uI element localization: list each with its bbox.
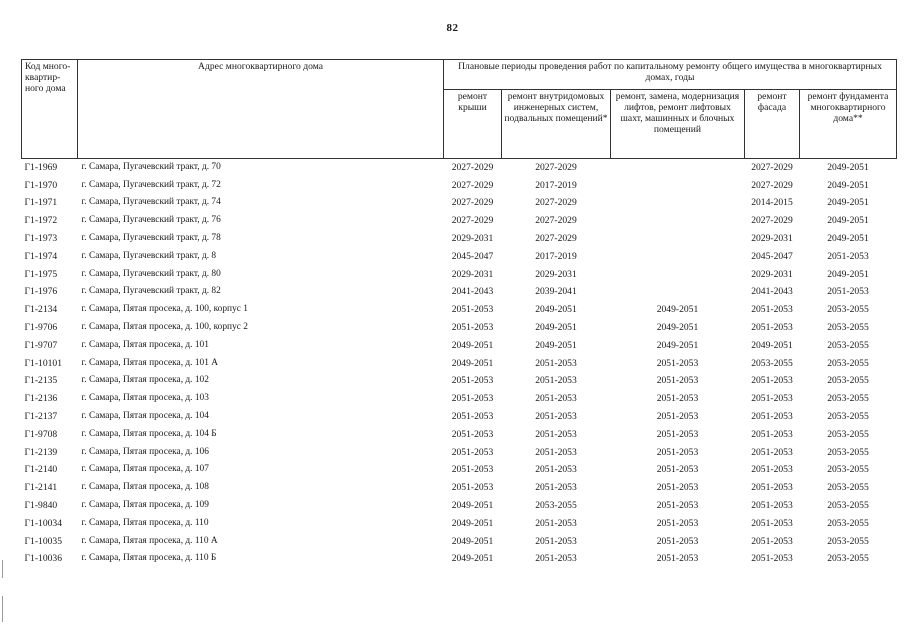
house-code-cell: Г1-9706 xyxy=(24,322,58,334)
roof-period-cell: 2051-2053 xyxy=(451,304,494,316)
table-row xyxy=(22,265,897,283)
house-code-cell: Г1-1969 xyxy=(24,162,58,174)
foundation-period-cell: 2053-2055 xyxy=(827,357,869,369)
elevators-period-cell: 2051-2053 xyxy=(656,428,699,440)
engineering-period-cell: 2027-2029 xyxy=(535,233,577,245)
engineering-period-cell: 2049-2051 xyxy=(535,304,577,316)
table-row xyxy=(22,497,897,515)
table-body xyxy=(22,159,897,568)
capital-repair-schedule-table xyxy=(21,59,897,568)
table-row xyxy=(22,212,897,230)
foundation-period-cell: 2053-2055 xyxy=(827,322,869,334)
elevators-period-cell: 2049-2051 xyxy=(656,339,699,351)
engineering-period-cell: 2051-2053 xyxy=(535,464,577,476)
table-row xyxy=(22,372,897,390)
address-cell: г. Самара, Пятая просека, д. 110 А xyxy=(81,535,218,546)
foundation-period-cell: 2053-2055 xyxy=(827,428,869,440)
foundation-period-cell: 2053-2055 xyxy=(827,535,869,547)
address-cell: г. Самара, Пятая просека, д. 101 xyxy=(81,339,209,350)
table-row xyxy=(22,461,897,479)
foundation-period-cell: 2053-2055 xyxy=(827,446,869,458)
engineering-period-cell: 2049-2051 xyxy=(535,322,577,334)
foundation-period-cell: 2049-2051 xyxy=(827,162,869,174)
house-code-cell: Г1-1975 xyxy=(24,268,58,280)
house-code-cell: Г1-9708 xyxy=(24,428,58,440)
facade-period-cell: 2051-2053 xyxy=(751,375,793,387)
address-cell: г. Самара, Пугачевский тракт, д. 78 xyxy=(81,233,221,244)
address-cell: г. Самара, Пятая просека, д. 102 xyxy=(81,375,209,386)
roof-period-cell: 2051-2053 xyxy=(451,411,494,423)
foundation-period-cell: 2053-2055 xyxy=(827,411,869,423)
header-roof-repair: ремонт крыши xyxy=(444,90,502,159)
house-code-cell: Г1-2137 xyxy=(24,411,58,423)
elevators-period-cell xyxy=(611,212,745,230)
elevators-period-cell: 2051-2053 xyxy=(656,446,699,458)
house-code-cell: Г1-10036 xyxy=(24,553,63,565)
engineering-period-cell: 2051-2053 xyxy=(535,446,577,458)
elevators-period-cell: 2049-2051 xyxy=(656,322,699,334)
table-row xyxy=(22,176,897,194)
engineering-period-cell: 2017-2019 xyxy=(535,179,577,191)
elevators-period-cell xyxy=(611,176,745,194)
roof-period-cell: 2049-2051 xyxy=(451,517,494,529)
header-house-code: Код много-квартир-ного дома xyxy=(22,60,78,159)
engineering-period-cell: 2051-2053 xyxy=(535,428,577,440)
address-cell: г. Самара, Пятая просека, д. 100, корпус 2 xyxy=(81,322,248,333)
address-cell: г. Самара, Пятая просека, д. 104 xyxy=(81,411,209,422)
engineering-period-cell: 2027-2029 xyxy=(535,197,577,209)
table-row xyxy=(22,301,897,319)
roof-period-cell: 2045-2047 xyxy=(451,250,494,262)
house-code-cell: Г1-2141 xyxy=(24,482,58,494)
facade-period-cell: 2045-2047 xyxy=(751,250,793,262)
house-code-cell: Г1-2134 xyxy=(24,304,58,316)
engineering-period-cell: 2051-2053 xyxy=(535,357,577,369)
foundation-period-cell: 2049-2051 xyxy=(827,233,869,245)
roof-period-cell: 2051-2053 xyxy=(451,482,494,494)
elevators-period-cell: 2051-2053 xyxy=(656,482,699,494)
address-cell: г. Самара, Пятая просека, д. 107 xyxy=(81,464,209,475)
house-code-cell: Г1-1971 xyxy=(24,197,58,209)
roof-period-cell: 2029-2031 xyxy=(451,233,494,245)
page-number: 82 xyxy=(446,22,459,34)
engineering-period-cell: 2053-2055 xyxy=(535,500,577,512)
scan-edge-mark xyxy=(2,560,3,578)
foundation-period-cell: 2053-2055 xyxy=(827,464,869,476)
address-cell: г. Самара, Пугачевский тракт, д. 72 xyxy=(81,179,221,190)
facade-period-cell: 2051-2053 xyxy=(751,428,793,440)
house-code-cell: Г1-2139 xyxy=(24,446,58,458)
header-address: Адрес многоквартирного дома xyxy=(78,60,444,159)
facade-period-cell: 2049-2051 xyxy=(751,339,793,351)
elevators-period-cell: 2051-2053 xyxy=(656,553,699,565)
foundation-period-cell: 2051-2053 xyxy=(827,286,869,298)
elevators-period-cell: 2051-2053 xyxy=(656,411,699,423)
address-cell: г. Самара, Пятая просека, д. 106 xyxy=(81,446,209,457)
elevators-period-cell xyxy=(611,283,745,301)
table-row xyxy=(22,194,897,212)
roof-period-cell: 2049-2051 xyxy=(451,339,494,351)
address-cell: г. Самара, Пятая просека, д. 104 Б xyxy=(81,428,217,439)
foundation-period-cell: 2049-2051 xyxy=(827,215,869,227)
house-code-cell: Г1-10034 xyxy=(24,517,63,529)
roof-period-cell: 2029-2031 xyxy=(451,268,494,280)
table-row xyxy=(22,532,897,550)
elevators-period-cell: 2049-2051 xyxy=(656,304,699,316)
header-engineering-systems: ремонт внутридомовых инженерных систем, подвальных помещений* xyxy=(502,90,611,159)
address-cell: г. Самара, Пятая просека, д. 101 А xyxy=(81,357,219,368)
foundation-period-cell: 2049-2051 xyxy=(827,268,869,280)
engineering-period-cell: 2051-2053 xyxy=(535,393,577,405)
facade-period-cell: 2027-2029 xyxy=(751,162,793,174)
facade-period-cell: 2051-2053 xyxy=(751,446,793,458)
address-cell: г. Самара, Пятая просека, д. 110 xyxy=(81,517,209,528)
elevators-period-cell: 2051-2053 xyxy=(656,357,699,369)
facade-period-cell: 2051-2053 xyxy=(751,393,793,405)
foundation-period-cell: 2053-2055 xyxy=(827,375,869,387)
table-row xyxy=(22,283,897,301)
facade-period-cell: 2051-2053 xyxy=(751,464,793,476)
address-cell: г. Самара, Пугачевский тракт, д. 70 xyxy=(81,162,221,173)
facade-period-cell: 2051-2053 xyxy=(751,304,793,316)
house-code-cell: Г1-1973 xyxy=(24,233,58,245)
facade-period-cell: 2051-2053 xyxy=(751,322,793,334)
roof-period-cell: 2051-2053 xyxy=(451,446,494,458)
table-row xyxy=(22,425,897,443)
elevators-period-cell: 2051-2053 xyxy=(656,500,699,512)
elevators-period-cell xyxy=(611,230,745,248)
engineering-period-cell: 2051-2053 xyxy=(535,411,577,423)
roof-period-cell: 2027-2029 xyxy=(451,215,494,227)
facade-period-cell: 2027-2029 xyxy=(751,179,793,191)
house-code-cell: Г1-2135 xyxy=(24,375,58,387)
facade-period-cell: 2051-2053 xyxy=(751,535,793,547)
engineering-period-cell: 2027-2029 xyxy=(535,162,577,174)
house-code-cell: Г1-10101 xyxy=(24,357,63,369)
foundation-period-cell: 2053-2055 xyxy=(827,500,869,512)
address-cell: г. Самара, Пятая просека, д. 109 xyxy=(81,500,209,511)
foundation-period-cell: 2051-2053 xyxy=(827,250,869,262)
table-row xyxy=(22,443,897,461)
roof-period-cell: 2051-2053 xyxy=(451,464,494,476)
roof-period-cell: 2027-2029 xyxy=(451,179,494,191)
elevators-period-cell: 2051-2053 xyxy=(656,517,699,529)
address-cell: г. Самара, Пугачевский тракт, д. 74 xyxy=(81,197,221,208)
foundation-period-cell: 2053-2055 xyxy=(827,517,869,529)
roof-period-cell: 2049-2051 xyxy=(451,535,494,547)
engineering-period-cell: 2039-2041 xyxy=(535,286,577,298)
house-code-cell: Г1-2140 xyxy=(24,464,58,476)
elevators-period-cell: 2051-2053 xyxy=(656,535,699,547)
roof-period-cell: 2051-2053 xyxy=(451,322,494,334)
engineering-period-cell: 2051-2053 xyxy=(535,535,577,547)
table-row xyxy=(22,336,897,354)
facade-period-cell: 2051-2053 xyxy=(751,411,793,423)
table-row xyxy=(22,230,897,248)
elevators-period-cell: 2051-2053 xyxy=(656,464,699,476)
house-code-cell: Г1-2136 xyxy=(24,393,58,405)
engineering-period-cell: 2017-2019 xyxy=(535,250,577,262)
house-code-cell: Г1-1972 xyxy=(24,215,58,227)
header-planned-periods: Плановые периоды проведения работ по капитальному ремонту общего имущества в многоквартирных домах, годы xyxy=(444,60,897,90)
roof-period-cell: 2041-2043 xyxy=(451,286,494,298)
roof-period-cell: 2051-2053 xyxy=(451,375,494,387)
address-cell: г. Самара, Пятая просека, д. 108 xyxy=(81,482,209,493)
engineering-period-cell: 2049-2051 xyxy=(535,339,577,351)
house-code-cell: Г1-1970 xyxy=(24,179,58,191)
header-facade-repair: ремонт фасада xyxy=(745,90,800,159)
table-row xyxy=(22,550,897,568)
table-header xyxy=(22,60,897,159)
roof-period-cell: 2049-2051 xyxy=(451,553,494,565)
elevators-period-cell xyxy=(611,247,745,265)
elevators-period-cell: 2051-2053 xyxy=(656,393,699,405)
header-elevators: ремонт, замена, модернизация лифтов, ремонт лифтовых шахт, машинных и блочных помещений xyxy=(611,90,745,159)
table-row xyxy=(22,247,897,265)
facade-period-cell: 2041-2043 xyxy=(751,286,793,298)
roof-period-cell: 2051-2053 xyxy=(451,428,494,440)
house-code-cell: Г1-1974 xyxy=(24,250,58,262)
facade-period-cell: 2051-2053 xyxy=(751,482,793,494)
facade-period-cell: 2027-2029 xyxy=(751,215,793,227)
facade-period-cell: 2051-2053 xyxy=(751,517,793,529)
address-cell: г. Самара, Пятая просека, д. 103 xyxy=(81,393,209,404)
elevators-period-cell xyxy=(611,265,745,283)
roof-period-cell: 2049-2051 xyxy=(451,500,494,512)
engineering-period-cell: 2027-2029 xyxy=(535,215,577,227)
engineering-period-cell: 2051-2053 xyxy=(535,553,577,565)
foundation-period-cell: 2053-2055 xyxy=(827,393,869,405)
table-row xyxy=(22,354,897,372)
house-code-cell: Г1-9840 xyxy=(24,500,58,512)
table-row xyxy=(22,390,897,408)
roof-period-cell: 2027-2029 xyxy=(451,162,494,174)
elevators-period-cell xyxy=(611,194,745,212)
foundation-period-cell: 2053-2055 xyxy=(827,304,869,316)
facade-period-cell: 2029-2031 xyxy=(751,268,793,280)
facade-period-cell: 2029-2031 xyxy=(751,233,793,245)
foundation-period-cell: 2049-2051 xyxy=(827,179,869,191)
header-foundation-repair: ремонт фундамента многоквартирного дома** xyxy=(800,90,897,159)
table-row xyxy=(22,408,897,426)
engineering-period-cell: 2051-2053 xyxy=(535,517,577,529)
address-cell: г. Самара, Пугачевский тракт, д. 80 xyxy=(81,268,221,279)
engineering-period-cell: 2051-2053 xyxy=(535,482,577,494)
facade-period-cell: 2014-2015 xyxy=(751,197,793,209)
address-cell: г. Самара, Пятая просека, д. 110 Б xyxy=(81,553,217,564)
facade-period-cell: 2051-2053 xyxy=(751,500,793,512)
table-row xyxy=(22,319,897,337)
house-code-cell: Г1-1976 xyxy=(24,286,58,298)
address-cell: г. Самара, Пугачевский тракт, д. 82 xyxy=(81,286,221,297)
address-cell: г. Самара, Пятая просека, д. 100, корпус 1 xyxy=(81,304,248,315)
foundation-period-cell: 2053-2055 xyxy=(827,339,869,351)
roof-period-cell: 2027-2029 xyxy=(451,197,494,209)
foundation-period-cell: 2053-2055 xyxy=(827,482,869,494)
foundation-period-cell: 2053-2055 xyxy=(827,553,869,565)
address-cell: г. Самара, Пугачевский тракт, д. 8 xyxy=(81,250,217,261)
table-row xyxy=(22,479,897,497)
house-code-cell: Г1-10035 xyxy=(24,535,63,547)
facade-period-cell: 2051-2053 xyxy=(751,553,793,565)
roof-period-cell: 2049-2051 xyxy=(451,357,494,369)
elevators-period-cell xyxy=(611,159,745,177)
scan-edge-mark xyxy=(2,596,3,622)
engineering-period-cell: 2029-2031 xyxy=(535,268,577,280)
elevators-period-cell: 2051-2053 xyxy=(656,375,699,387)
table-row xyxy=(22,159,897,177)
foundation-period-cell: 2049-2051 xyxy=(827,197,869,209)
roof-period-cell: 2051-2053 xyxy=(451,393,494,405)
facade-period-cell: 2053-2055 xyxy=(751,357,793,369)
engineering-period-cell: 2051-2053 xyxy=(535,375,577,387)
table-row xyxy=(22,514,897,532)
house-code-cell: Г1-9707 xyxy=(24,339,58,351)
address-cell: г. Самара, Пугачевский тракт, д. 76 xyxy=(81,215,221,226)
